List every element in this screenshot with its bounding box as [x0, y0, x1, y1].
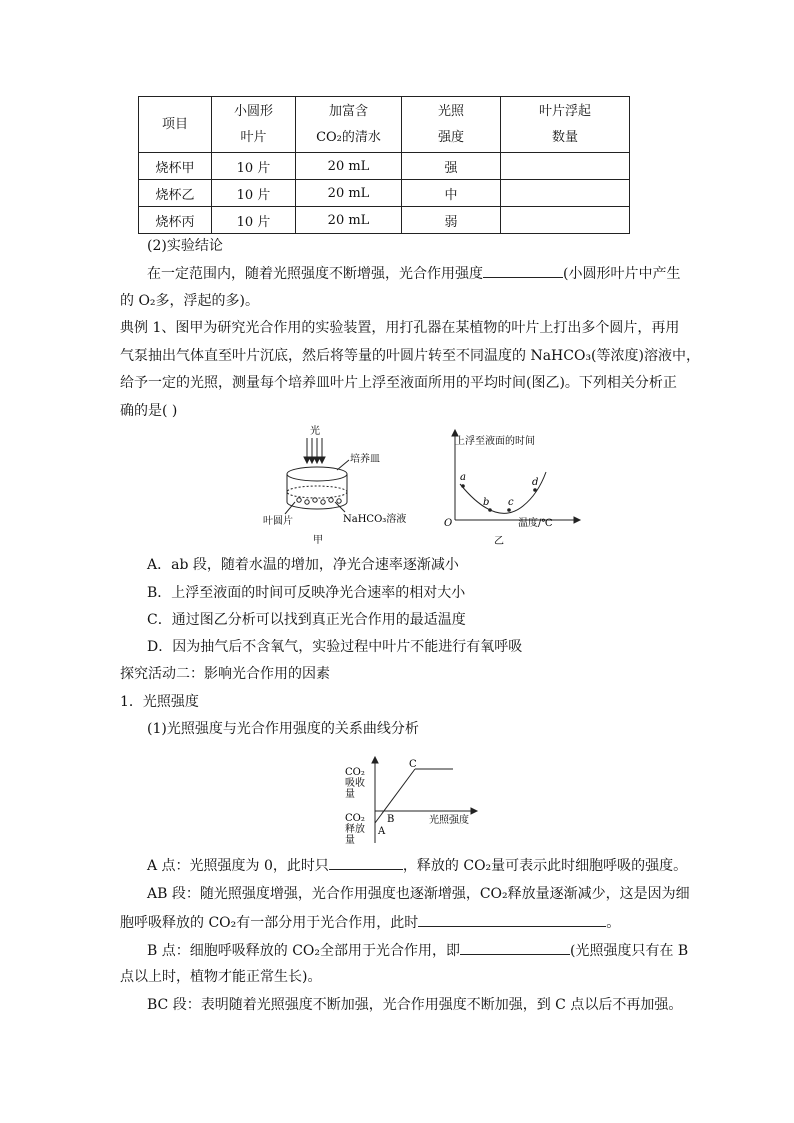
text-span: (光照强度只有在 B	[570, 943, 689, 959]
experiment-table	[138, 96, 630, 234]
subsection-heading: 1．光照强度	[120, 694, 199, 710]
table-cell	[501, 153, 630, 180]
para-b-line	[147, 940, 688, 961]
answer-blank[interactable]	[418, 912, 606, 927]
y-axis-label: 上浮至液面的时间	[455, 436, 535, 447]
table-row	[139, 180, 630, 207]
point-b-label: B	[387, 814, 395, 825]
table-cell: 10 片	[212, 207, 296, 234]
answer-blank[interactable]	[460, 940, 570, 955]
example-line: 给予一定的光照，测量每个培养皿叶片上浮至液面所用的平均时间(图乙)。下列相关分析正	[120, 375, 677, 391]
point-a-label: A	[378, 826, 386, 837]
para-b-line: 点以上时，植物才能正常生长)。	[120, 969, 322, 985]
point-c	[507, 508, 511, 512]
figure-jia	[255, 420, 435, 550]
table-cell: 10 片	[212, 153, 296, 180]
label-d: d	[532, 477, 539, 488]
table-cell: 20 mL	[296, 207, 402, 234]
point-b	[488, 508, 492, 512]
x-axis-label: 光照强度	[429, 815, 469, 826]
para-bc-line: BC 段：表明随着光照强度不断加强，光合作用强度不断加强，到 C 点以后不再加强。	[147, 997, 683, 1013]
origin-label: O	[444, 518, 453, 529]
text-span: (小圆形叶片中产生	[563, 266, 681, 282]
table-cell: 烧杯丙	[139, 207, 212, 234]
conclusion-line	[147, 263, 680, 284]
option-c: C．通过图乙分析可以找到真正光合作用的最适温度	[147, 612, 466, 628]
table-cell: 强	[402, 153, 501, 180]
para-a-point	[147, 855, 687, 876]
point-d	[533, 488, 537, 492]
light-label: 光	[310, 426, 320, 437]
leaf-label: 叶圆片	[263, 516, 293, 527]
option-b: B．上浮至液面的时间可反映净光合速率的相对大小	[147, 585, 466, 601]
label-a: a	[460, 472, 466, 483]
label-b: b	[483, 497, 490, 508]
y-bottom-label: CO₂	[345, 813, 365, 824]
point-a	[461, 484, 465, 488]
text-span: ，释放的 CO₂量可表示此时细胞呼吸的强度。	[402, 858, 688, 874]
table-row	[139, 207, 630, 234]
figure-caption: 乙	[494, 536, 504, 547]
figure-yi	[438, 428, 588, 550]
table-cell: 10 片	[212, 180, 296, 207]
dish-label: 培养皿	[350, 454, 380, 465]
text-span: 在一定范围内，随着光照强度不断增强，光合作用强度	[147, 266, 483, 282]
para-ab-line: AB 段：随光照强度增强，光合作用强度也逐渐增强，CO₂释放量逐渐减少，这是因为细	[147, 886, 690, 902]
y-bottom-label: 量	[345, 835, 355, 846]
table-header-cell: 加富含 CO₂的清水	[296, 97, 402, 153]
table-cell: 20 mL	[296, 153, 402, 180]
point-c-label: C	[409, 759, 417, 770]
conclusion-heading: (2)实验结论	[147, 238, 223, 254]
option-d: D．因为抽气后不含氧气，实验过程中叶片不能进行有氧呼吸	[147, 639, 523, 655]
example-line: 确的是( )	[120, 403, 178, 419]
text-span: B 点：细胞呼吸释放的 CO₂全部用于光合作用，即	[147, 943, 460, 959]
option-a: A．ab 段，随着水温的增加，净光合速率逐渐减小	[147, 557, 459, 573]
x-axis-label: 温度/℃	[518, 518, 553, 529]
para-ab-line	[120, 912, 620, 933]
label-c: c	[508, 497, 514, 508]
table-header-cell: 项目	[139, 97, 212, 153]
table-header-cell: 小圆形 叶片	[212, 97, 296, 153]
figure-caption: 甲	[313, 535, 323, 546]
table-cell	[501, 207, 630, 234]
table-cell	[501, 180, 630, 207]
answer-blank[interactable]	[483, 263, 563, 278]
table-cell: 20 mL	[296, 180, 402, 207]
photosynthesis-curve	[375, 769, 415, 823]
figure-light-curve	[345, 755, 485, 850]
y-bottom-label: 释放	[345, 824, 365, 835]
table-row	[139, 153, 630, 180]
table-cell: 烧杯甲	[139, 153, 212, 180]
table-header-cell: 光照 强度	[402, 97, 501, 153]
y-top-label: 量	[345, 789, 355, 800]
subsection-title: (1)光照强度与光合作用强度的关系曲线分析	[147, 721, 419, 737]
conclusion-line: 的 O₂多，浮起的多)。	[120, 293, 260, 309]
table-header-cell: 叶片浮起 数量	[501, 97, 630, 153]
table-cell: 烧杯乙	[139, 180, 212, 207]
section-heading: 探究活动二：影响光合作用的因素	[120, 666, 330, 682]
y-top-label: CO₂	[345, 767, 365, 778]
text-span: 胞呼吸释放的 CO₂有一部分用于光合作用，此时	[120, 915, 419, 931]
text-span: A 点：光照强度为 0，此时只	[147, 858, 329, 874]
table-cell: 中	[402, 180, 501, 207]
table-cell: 弱	[402, 207, 501, 234]
example-line: 气泵抽出气体直至叶片沉底，然后将等量的叶圆片转至不同温度的 NaHCO₃(等浓度)溶液中，	[120, 348, 700, 364]
solution-label: NaHCO₃溶液	[343, 514, 407, 525]
y-top-label: 吸收	[345, 778, 365, 789]
example-line: 典例 1、图甲为研究光合作用的实验装置，用打孔器在某植物的叶片上打出多个圆片，再用	[120, 320, 680, 336]
text-span: 。	[606, 915, 621, 931]
answer-blank[interactable]	[329, 855, 403, 870]
